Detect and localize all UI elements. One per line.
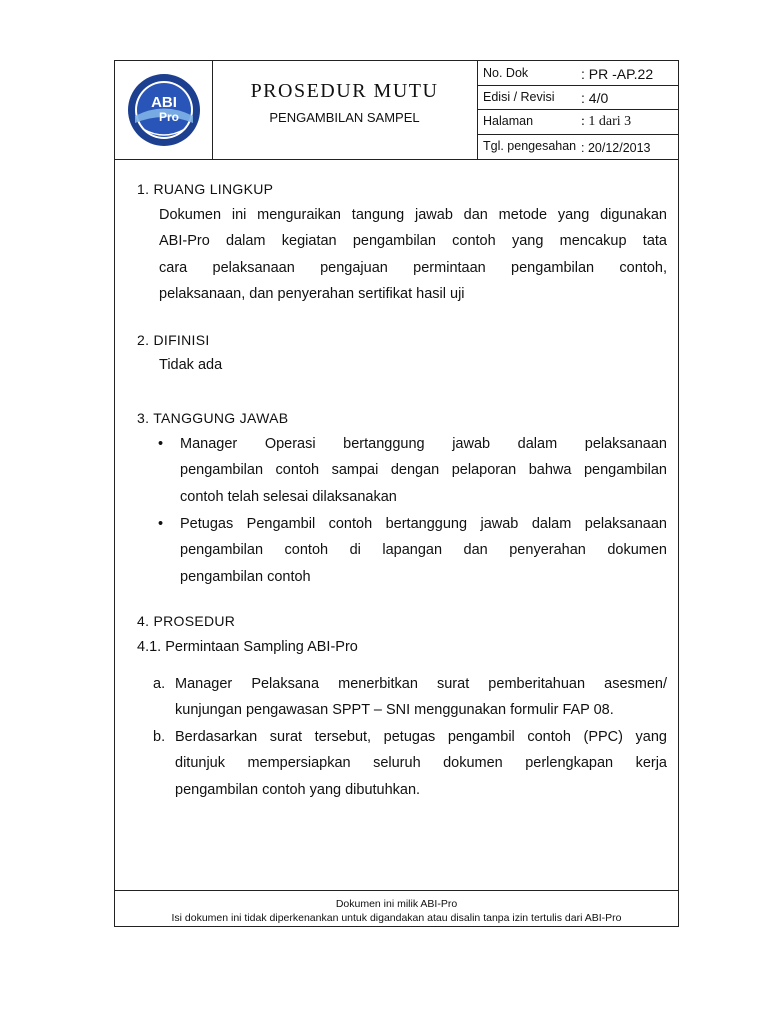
paragraph-line: Tidak ada [159,357,223,373]
svg-text:Pro: Pro [158,110,180,124]
bullet-line: Manager Operasi bertanggung jawab dalam pelaksanaan [180,436,667,452]
document-footer [115,890,678,928]
footer-line: Dokumen ini milik ABI-Pro [335,898,458,910]
paragraph-line: cara pelaksanaan pengajuan permintaan pengambilan contoh, [159,260,667,276]
list-line: pengambilan contoh yang dibutuhkan. [175,782,421,798]
footer-line: Isi dokumen ini tidak diperkenankan untuk digandakan atau disalin tanpa izin tertulis dari ABI-Pro [171,912,622,924]
meta-value: : 1 dari 3 [581,114,632,129]
paragraph-line: pelaksanaan, dan penyerahan sertifikat hasil uji [159,286,465,302]
list-line: ditunjuk mempersiapkan seluruh dokumen perlengkapan kerja [175,755,667,771]
bullet-line: pengambilan contoh sampai dengan pelaporan bahwa pengambilan [180,462,667,478]
meta-value: : 20/12/2013 [581,141,651,155]
section-heading: 1. RUANG LINGKUP [137,181,274,197]
section-heading: 4. PROSEDUR [137,613,236,629]
list-line: Berdasarkan surat tersebut, petugas pengambil contoh (PPC) yang [175,729,667,745]
list-marker: b. [153,729,166,745]
bullet-line: pengambilan contoh di lapangan dan penyerahan dokumen [180,542,667,558]
meta-cell [477,61,678,159]
document-subtitle: PENGAMBILAN SAMPEL [269,110,420,125]
meta-label: Halaman [483,114,534,128]
svg-text:ABI: ABI [151,94,177,111]
title-cell [212,61,478,159]
document-header [115,61,678,160]
list-marker: a. [153,676,166,692]
paragraph-line: ABI-Pro dalam kegiatan pengambilan contoh yang mencakup tata [159,233,667,249]
section-heading: 2. DIFINISI [137,332,210,348]
list-line: Manager Pelaksana menerbitkan surat pemberitahuan asesmen/ [175,676,667,692]
meta-row-no-dok [477,61,678,86]
bullet-line: contoh telah selesai dilaksanakan [180,489,397,505]
meta-label: Edisi / Revisi [483,90,555,104]
paragraph-line: Dokumen ini menguraikan tangung jawab dan metode yang digunakan [159,207,667,223]
bullet-line: Petugas Pengambil contoh bertanggung jawab dalam pelaksanaan [180,516,667,532]
section-heading: 3. TANGGUNG JAWAB [137,410,289,426]
bullet-icon: • [158,516,164,532]
document-title: PROSEDUR MUTU [250,80,439,102]
meta-value: : 4/0 [581,90,609,106]
meta-row-edisi [477,85,678,110]
abi-pro-logo-icon [125,71,203,149]
list-line: kunjungan pengawasan SPPT – SNI menggunakan formulir FAP 08. [175,702,614,718]
logo-cell [115,61,213,159]
bullet-line: pengambilan contoh [180,569,311,585]
meta-row-tgl [477,134,678,159]
bullet-icon: • [158,436,164,452]
subsection-heading: 4.1. Permintaan Sampling ABI-Pro [137,639,358,655]
meta-label: No. Dok [483,66,529,80]
meta-row-halaman [477,109,678,135]
meta-value: : PR -AP.22 [581,66,654,82]
document-frame [114,60,679,927]
meta-label: Tgl. pengesahan [483,139,577,153]
